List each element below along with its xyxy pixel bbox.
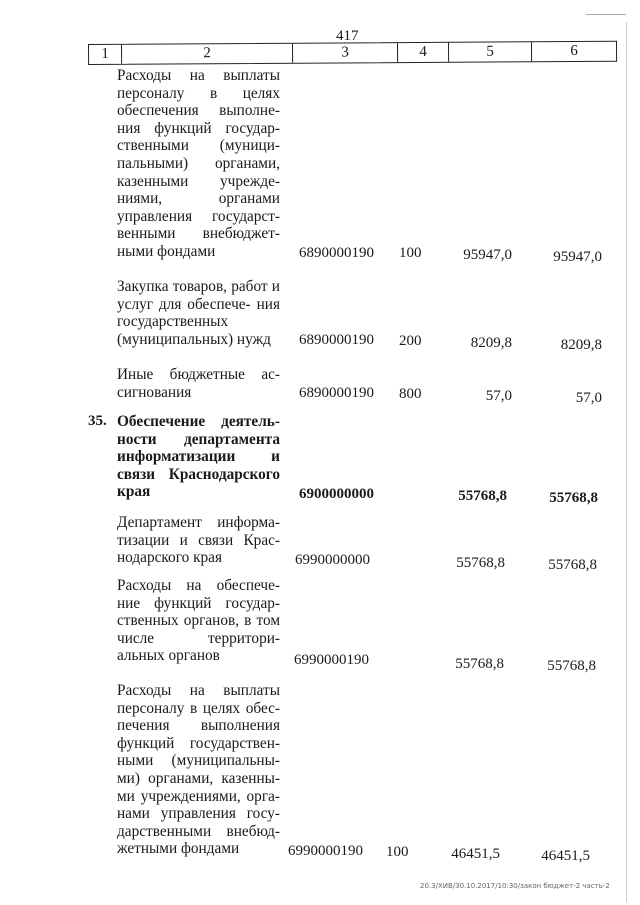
- row-description: Иные бюджетные ас- сигнования: [117, 366, 280, 401]
- row-value-6: 55768,8: [548, 557, 597, 573]
- row-value-5: 55768,8: [458, 488, 507, 504]
- top-rule: [586, 14, 626, 15]
- row-description: Расходы на выплаты персоналу в целях обес- печения выполнения функций государствен- ными (муниципальны- ми) органами, казенны- ми учреждениями, орга- нами управления госу- дарственными внебюд- жетными фондами: [117, 682, 280, 858]
- row-value-6: 57,0: [575, 390, 602, 406]
- header-col-3: 3: [293, 43, 398, 63]
- row-code: 6990000190: [294, 652, 369, 668]
- row-description: Расходы на выплаты персоналу в целях обеспечения выполне- ния функций государ- ственными (муници- пальными) органами, казенными учрежде- ниями, органами управления государст- венными внебюджет- ными фондами: [117, 67, 280, 260]
- row-value-5: 95947,0: [463, 247, 512, 263]
- row-value-6: 8209,8: [560, 337, 602, 353]
- row-code: 6990000190: [288, 843, 363, 859]
- header-col-2: 2: [122, 44, 293, 64]
- row-description: Расходы на обеспече- ние функций государ- ственных органов, в том числе территори- альных органов: [117, 577, 280, 665]
- header-col-6: 6: [570, 43, 578, 60]
- row-number: 35.: [88, 413, 107, 429]
- footer-stamp: 20.3/ХИВ/30.10.2017/10:30/закон бюджет-2 часть-2: [420, 882, 610, 890]
- row-value-5: 55768,8: [456, 555, 505, 571]
- table-header: [88, 41, 617, 65]
- row-code: 6990000000: [295, 552, 370, 568]
- row-value-5: 46451,5: [451, 846, 500, 862]
- header-col-4: 4: [398, 43, 449, 62]
- row-code: 6900000000: [299, 486, 374, 502]
- row-description: Департамент информа- тизации и связи Крас- нодарского края: [117, 514, 280, 567]
- row-type: 800: [399, 386, 422, 402]
- row-value-6: 46451,5: [541, 848, 590, 864]
- row-value-6: 55768,8: [547, 658, 596, 674]
- row-value-5: 57,0: [485, 388, 512, 404]
- row-type: 100: [386, 844, 409, 860]
- row-value-5: 55768,8: [455, 656, 504, 672]
- row-description: Закупка товаров, работ и услуг для обеспече- ния государственных (муниципальных) нужд: [117, 278, 280, 348]
- row-code: 6890000190: [299, 332, 374, 348]
- row-code: 6890000190: [299, 385, 374, 401]
- row-type: 200: [399, 333, 422, 349]
- row-description: Обеспечение деятель- ности департамента информатизации и связи Краснодарского края: [117, 413, 280, 501]
- row-value-6: 55768,8: [549, 490, 598, 506]
- row-type: 100: [399, 245, 422, 261]
- row-value-6: 95947,0: [553, 249, 602, 265]
- row-code: 6890000190: [299, 245, 374, 261]
- header-col-5: 5: [449, 42, 532, 62]
- scan-edge: [626, 22, 627, 902]
- page-number: 417: [336, 28, 359, 44]
- header-col-1: 1: [89, 45, 122, 64]
- row-value-5: 8209,8: [470, 335, 512, 351]
